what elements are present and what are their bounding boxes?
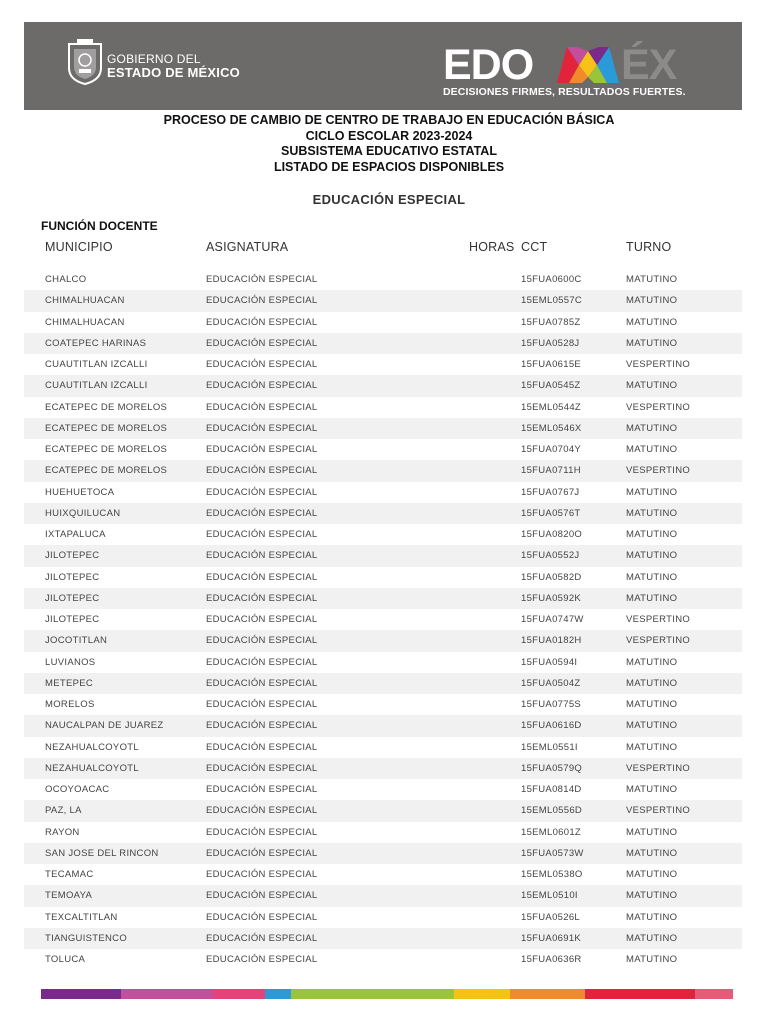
footer-stripe bbox=[291, 989, 454, 999]
footer-color-bar bbox=[41, 989, 733, 999]
cell-municipio: HUEHUETOCA bbox=[45, 486, 115, 498]
cell-municipio: CHALCO bbox=[45, 274, 87, 285]
logo-edo-text: EDO bbox=[443, 41, 534, 89]
header-cct: CCT bbox=[521, 240, 548, 254]
cell-cct: 15FUA0526L bbox=[521, 911, 580, 923]
title-line-1: PROCESO DE CAMBIO DE CENTRO DE TRABAJO EN EDUCACIÓN BÁSICA bbox=[163, 113, 615, 127]
cell-municipio: JILOTEPEC bbox=[45, 550, 100, 562]
cell-municipio: TOLUCA bbox=[45, 954, 86, 965]
table-row bbox=[24, 588, 742, 609]
cell-municipio: COATEPEC HARINAS bbox=[45, 337, 147, 349]
cell-turno: MATUTINO bbox=[626, 507, 678, 519]
cell-cct: 15FUA0747W bbox=[521, 614, 584, 625]
cell-asignatura: EDUCACIÓN ESPECIAL bbox=[206, 380, 318, 392]
cell-municipio: HUIXQUILUCAN bbox=[45, 507, 121, 519]
cell-cct: 15FUA0785Z bbox=[521, 316, 581, 328]
table-row bbox=[24, 439, 742, 460]
table-row bbox=[24, 885, 742, 906]
cell-municipio: NAUCALPAN DE JUAREZ bbox=[45, 720, 164, 732]
cell-municipio: NEZAHUALCOYOTL bbox=[45, 741, 139, 753]
cell-cct: 15FUA0616D bbox=[521, 720, 582, 732]
cell-asignatura: EDUCACIÓN ESPECIAL bbox=[206, 401, 318, 413]
cell-turno: MATUTINO bbox=[626, 869, 678, 880]
cell-asignatura: EDUCACIÓN ESPECIAL bbox=[206, 465, 318, 477]
cell-asignatura: EDUCACIÓN ESPECIAL bbox=[206, 486, 318, 498]
cell-cct: 15EML0556D bbox=[521, 805, 583, 817]
cell-municipio: SAN JOSE DEL RINCON bbox=[45, 847, 159, 859]
cell-turno: MATUTINO bbox=[626, 826, 678, 838]
table-row bbox=[24, 737, 742, 758]
footer-stripe bbox=[695, 989, 733, 999]
cell-cct: 15FUA0576T bbox=[521, 507, 581, 519]
cell-asignatura: EDUCACIÓN ESPECIAL bbox=[206, 274, 318, 285]
document-titles bbox=[24, 113, 754, 175]
table-row bbox=[24, 907, 742, 928]
table-row bbox=[24, 418, 742, 439]
cell-asignatura: EDUCACIÓN ESPECIAL bbox=[206, 741, 318, 753]
cell-municipio: IXTAPALUCA bbox=[45, 529, 106, 540]
cell-asignatura: EDUCACIÓN ESPECIAL bbox=[206, 592, 318, 604]
cell-turno: VESPERTINO bbox=[626, 635, 691, 647]
cell-asignatura: EDUCACIÓN ESPECIAL bbox=[206, 359, 318, 370]
state-crest-icon bbox=[65, 38, 105, 86]
cell-turno: MATUTINO bbox=[626, 784, 678, 795]
cell-asignatura: EDUCACIÓN ESPECIAL bbox=[206, 422, 318, 434]
table-body bbox=[24, 269, 742, 970]
cell-cct: 15FUA0814D bbox=[521, 784, 582, 795]
cell-turno: MATUTINO bbox=[626, 699, 678, 710]
table-row bbox=[24, 652, 742, 673]
cell-turno: MATUTINO bbox=[626, 720, 678, 732]
table-row bbox=[24, 397, 742, 418]
cell-asignatura: EDUCACIÓN ESPECIAL bbox=[206, 784, 318, 795]
cell-turno: VESPERTINO bbox=[626, 614, 691, 625]
cell-turno: MATUTINO bbox=[626, 274, 678, 285]
cell-municipio: ECATEPEC DE MORELOS bbox=[45, 422, 168, 434]
cell-asignatura: EDUCACIÓN ESPECIAL bbox=[206, 954, 318, 965]
footer-stripe bbox=[41, 989, 121, 999]
footer-stripe bbox=[213, 989, 265, 999]
footer-stripe bbox=[265, 989, 291, 999]
cell-cct: 15EML0546X bbox=[521, 422, 582, 434]
cell-municipio: METEPEC bbox=[45, 677, 94, 689]
cell-cct: 15EML0551I bbox=[521, 741, 578, 753]
cell-municipio: TEXCALTITLAN bbox=[45, 911, 118, 923]
cell-asignatura: EDUCACIÓN ESPECIAL bbox=[206, 677, 318, 689]
cell-cct: 15FUA0573W bbox=[521, 847, 584, 859]
footer-stripe bbox=[454, 989, 510, 999]
cell-municipio: CUAUTITLAN IZCALLI bbox=[45, 359, 148, 370]
cell-cct: 15FUA0767J bbox=[521, 486, 580, 498]
header-banner bbox=[24, 22, 742, 110]
cell-municipio: ECATEPEC DE MORELOS bbox=[45, 465, 168, 477]
cell-cct: 15FUA0691K bbox=[521, 932, 582, 944]
cell-asignatura: EDUCACIÓN ESPECIAL bbox=[206, 826, 318, 838]
table-row bbox=[24, 779, 742, 800]
cell-asignatura: EDUCACIÓN ESPECIAL bbox=[206, 550, 318, 562]
cell-turno: MATUTINO bbox=[626, 486, 678, 498]
cell-cct: 15FUA0182H bbox=[521, 635, 582, 647]
table-row bbox=[24, 333, 742, 354]
cell-asignatura: EDUCACIÓN ESPECIAL bbox=[206, 932, 318, 944]
cell-turno: MATUTINO bbox=[626, 571, 678, 583]
table-row bbox=[24, 843, 742, 864]
cell-municipio: CHIMALHUACAN bbox=[45, 295, 125, 307]
cell-cct: 15FUA0528J bbox=[521, 337, 580, 349]
cell-turno: VESPERTINO bbox=[626, 401, 691, 413]
cell-turno: MATUTINO bbox=[626, 380, 678, 392]
table-row bbox=[24, 503, 742, 524]
cell-cct: 15FUA0545Z bbox=[521, 380, 581, 392]
cell-asignatura: EDUCACIÓN ESPECIAL bbox=[206, 911, 318, 923]
cell-municipio: NEZAHUALCOYOTL bbox=[45, 762, 139, 774]
table-row bbox=[24, 630, 742, 651]
cell-cct: 15EML0557C bbox=[521, 295, 583, 307]
cell-asignatura: EDUCACIÓN ESPECIAL bbox=[206, 337, 318, 349]
cell-municipio: TECAMAC bbox=[45, 869, 94, 880]
cell-municipio: CHIMALHUACAN bbox=[45, 316, 125, 328]
cell-cct: 15FUA0704Y bbox=[521, 444, 582, 455]
cell-municipio: MORELOS bbox=[45, 699, 95, 710]
cell-cct: 15FUA0711H bbox=[521, 465, 581, 477]
cell-turno: MATUTINO bbox=[626, 656, 678, 668]
cell-turno: MATUTINO bbox=[626, 954, 678, 965]
cell-cct: 15EML0544Z bbox=[521, 401, 582, 413]
table-row bbox=[24, 694, 742, 715]
cell-turno: MATUTINO bbox=[626, 741, 678, 753]
footer-stripe bbox=[510, 989, 585, 999]
title-line-3: SUBSISTEMA EDUCATIVO ESTATAL bbox=[281, 144, 497, 158]
cell-turno: MATUTINO bbox=[626, 911, 678, 923]
cell-turno: VESPERTINO bbox=[626, 805, 691, 817]
header-horas: HORAS bbox=[469, 240, 515, 254]
cell-municipio: PAZ, LA bbox=[45, 805, 82, 817]
cell-turno: MATUTINO bbox=[626, 677, 678, 689]
cell-asignatura: EDUCACIÓN ESPECIAL bbox=[206, 805, 318, 817]
table-row bbox=[24, 312, 742, 333]
cell-asignatura: EDUCACIÓN ESPECIAL bbox=[206, 762, 318, 774]
table-row bbox=[24, 375, 742, 396]
cell-turno: MATUTINO bbox=[626, 847, 678, 859]
cell-turno: MATUTINO bbox=[626, 932, 678, 944]
cell-cct: 15FUA0636R bbox=[521, 954, 582, 965]
cell-asignatura: EDUCACIÓN ESPECIAL bbox=[206, 869, 318, 880]
cell-cct: 15EML0510I bbox=[521, 890, 578, 902]
government-name bbox=[107, 53, 240, 79]
table-row bbox=[24, 290, 742, 311]
cell-asignatura: EDUCACIÓN ESPECIAL bbox=[206, 890, 318, 902]
table-row bbox=[24, 715, 742, 736]
table-row bbox=[24, 354, 742, 375]
cell-turno: VESPERTINO bbox=[626, 359, 691, 370]
cell-turno: MATUTINO bbox=[626, 316, 678, 328]
cell-asignatura: EDUCACIÓN ESPECIAL bbox=[206, 507, 318, 519]
cell-turno: MATUTINO bbox=[626, 337, 678, 349]
cell-municipio: RAYON bbox=[45, 826, 80, 838]
table-row bbox=[24, 800, 742, 821]
title-line-4: LISTADO DE ESPACIOS DISPONIBLES bbox=[273, 159, 505, 174]
cell-municipio: JILOTEPEC bbox=[45, 571, 100, 583]
cell-municipio: LUVIANOS bbox=[45, 656, 96, 668]
table-row bbox=[24, 460, 742, 481]
cell-asignatura: EDUCACIÓN ESPECIAL bbox=[206, 656, 318, 668]
cell-asignatura: EDUCACIÓN ESPECIAL bbox=[206, 571, 318, 583]
table-row bbox=[24, 482, 742, 503]
cell-municipio: TEMOAYA bbox=[45, 890, 93, 902]
cell-asignatura: EDUCACIÓN ESPECIAL bbox=[206, 847, 318, 859]
table-row bbox=[24, 269, 742, 290]
logo-ex-text: ÉX bbox=[621, 41, 677, 89]
cell-cct: 15FUA0615E bbox=[521, 359, 582, 370]
function-label: FUNCIÓN DOCENTE bbox=[41, 219, 158, 233]
cell-municipio: CUAUTITLAN IZCALLI bbox=[45, 380, 148, 392]
table-row bbox=[24, 928, 742, 949]
table-row bbox=[24, 673, 742, 694]
header-turno: TURNO bbox=[626, 240, 672, 254]
cell-municipio: JILOTEPEC bbox=[45, 614, 100, 625]
cell-turno: MATUTINO bbox=[626, 295, 678, 307]
cell-turno: VESPERTINO bbox=[626, 465, 691, 477]
cell-turno: MATUTINO bbox=[626, 422, 678, 434]
header-municipio: MUNICIPIO bbox=[45, 240, 113, 254]
cell-turno: MATUTINO bbox=[626, 890, 678, 902]
cell-asignatura: EDUCACIÓN ESPECIAL bbox=[206, 295, 318, 307]
header-asignatura: ASIGNATURA bbox=[206, 240, 289, 254]
multicolor-m-icon bbox=[557, 47, 619, 83]
table-row bbox=[24, 864, 742, 885]
table-row bbox=[24, 758, 742, 779]
cell-cct: 15FUA0594I bbox=[521, 656, 578, 668]
cell-asignatura: EDUCACIÓN ESPECIAL bbox=[206, 699, 318, 710]
cell-cct: 15FUA0552J bbox=[521, 550, 580, 562]
table-row bbox=[24, 822, 742, 843]
footer-stripe bbox=[121, 989, 213, 999]
cell-cct: 15EML0601Z bbox=[521, 826, 582, 838]
cell-municipio: JOCOTITLAN bbox=[45, 635, 108, 647]
cell-municipio: ECATEPEC DE MORELOS bbox=[45, 444, 168, 455]
slogan: DECISIONES FIRMES, RESULTADOS FUERTES. bbox=[443, 86, 686, 98]
cell-cct: 15FUA0600C bbox=[521, 274, 582, 285]
cell-cct: 15FUA0775S bbox=[521, 699, 582, 710]
table-row bbox=[24, 524, 742, 545]
cell-turno: MATUTINO bbox=[626, 550, 678, 562]
cell-cct: 15FUA0592K bbox=[521, 592, 582, 604]
cell-cct: 15EML0538O bbox=[521, 869, 583, 880]
cell-asignatura: EDUCACIÓN ESPECIAL bbox=[206, 614, 318, 625]
cell-asignatura: EDUCACIÓN ESPECIAL bbox=[206, 529, 318, 540]
cell-municipio: JILOTEPEC bbox=[45, 592, 100, 604]
cell-asignatura: EDUCACIÓN ESPECIAL bbox=[206, 635, 318, 647]
cell-municipio: TIANGUISTENCO bbox=[45, 932, 128, 944]
table-row bbox=[24, 609, 742, 630]
cell-cct: 15FUA0820O bbox=[521, 529, 583, 540]
table-row bbox=[24, 949, 742, 970]
cell-cct: 15FUA0504Z bbox=[521, 677, 581, 689]
title-line-2: CICLO ESCOLAR 2023-2024 bbox=[305, 128, 473, 143]
cell-turno: MATUTINO bbox=[626, 529, 678, 540]
cell-municipio: OCOYOACAC bbox=[45, 784, 110, 795]
table-header bbox=[24, 240, 742, 258]
table-row bbox=[24, 567, 742, 588]
cell-turno: MATUTINO bbox=[626, 444, 678, 455]
section-title: EDUCACIÓN ESPECIAL bbox=[312, 192, 466, 207]
cell-asignatura: EDUCACIÓN ESPECIAL bbox=[206, 444, 318, 455]
cell-asignatura: EDUCACIÓN ESPECIAL bbox=[206, 316, 318, 328]
cell-turno: VESPERTINO bbox=[626, 762, 691, 774]
cell-municipio: ECATEPEC DE MORELOS bbox=[45, 401, 168, 413]
cell-asignatura: EDUCACIÓN ESPECIAL bbox=[206, 720, 318, 732]
cell-turno: MATUTINO bbox=[626, 592, 678, 604]
government-name-line2: ESTADO DE MÉXICO bbox=[107, 65, 240, 80]
table-row bbox=[24, 545, 742, 566]
cell-cct: 15FUA0579Q bbox=[521, 762, 583, 774]
edomex-logo bbox=[443, 41, 703, 89]
footer-stripe bbox=[585, 989, 695, 999]
government-name-line1: GOBIERNO DEL bbox=[107, 52, 201, 66]
cell-cct: 15FUA0582D bbox=[521, 571, 582, 583]
